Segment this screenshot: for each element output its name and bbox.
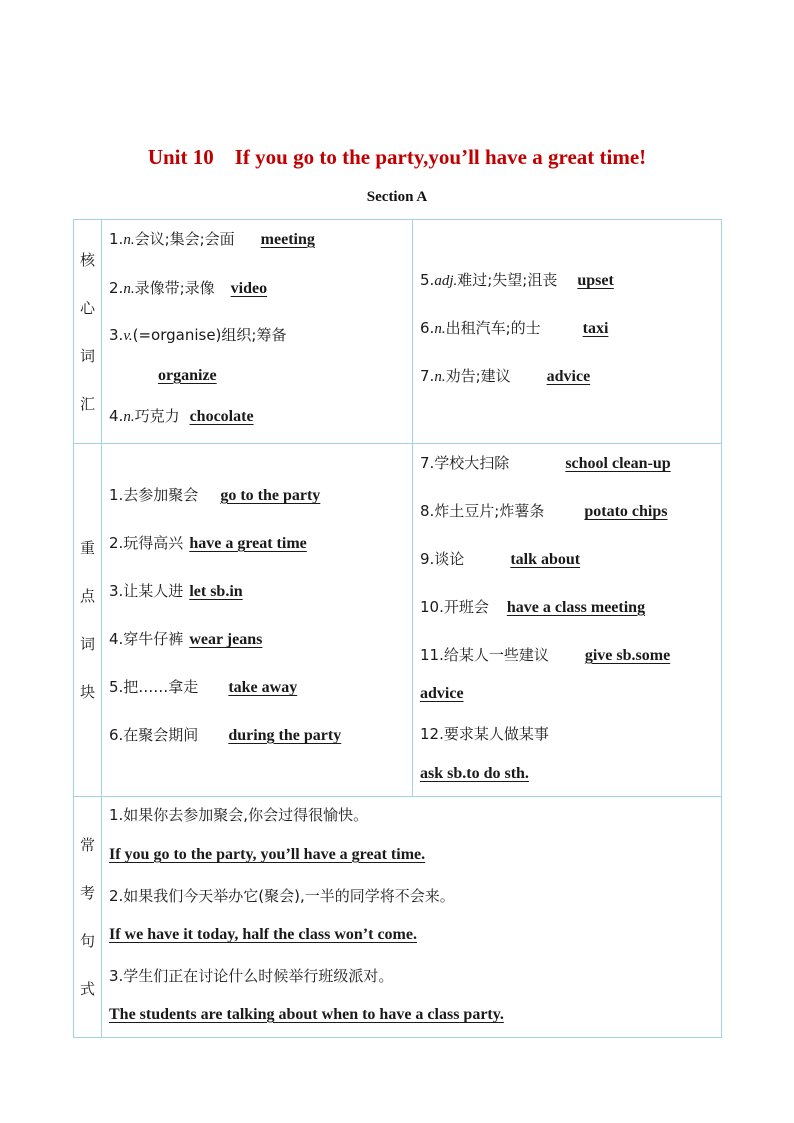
vocab-answer: meeting [260, 231, 315, 248]
phrase-item: 12.要求某人做某事 [420, 725, 549, 743]
vocab-answer: chocolate [189, 408, 254, 425]
page-title: Unit 10 If you go to the party,you’ll have a great time! [147, 145, 647, 169]
sentences-row [74, 797, 722, 1038]
vocab-left-cell [102, 220, 413, 444]
phrase-answer: during the party [228, 727, 342, 744]
phrase-answer: talk about [510, 551, 581, 568]
sentence-cn: 1.如果你去参加聚会,你会过得很愉快。 [109, 806, 369, 824]
sentence-cn: 3.学生们正在讨论什么时候举行班级派对。 [109, 967, 394, 985]
phrase-answer: have a class meeting [506, 599, 646, 616]
phrase-item: 7.学校大扫除 school clean-up [420, 454, 671, 472]
vocab-label: 核 心 词 汇 [74, 220, 102, 444]
sentences-label: 常 考 句 式 [74, 797, 102, 1038]
phrases-label: 重 点 词 块 [74, 444, 102, 797]
phrase-item: 6.在聚会期间 during the party [109, 726, 342, 744]
phrase-answer: give sb.some [584, 647, 671, 664]
phrase-answer: have a great time [189, 535, 307, 552]
phrase-item: 4.穿牛仔裤 wear jeans [109, 630, 263, 648]
vocab-item: 1.n.会议;集会;会面 meeting [109, 230, 315, 248]
vocab-answer-line [158, 366, 217, 385]
phrase-item: 3.让某人进 let sb.in [109, 582, 243, 600]
phrase-answer: potato chips [584, 503, 668, 520]
vocab-right-cell [413, 220, 722, 444]
phrase-item: 5.把……拿走 take away [109, 678, 298, 696]
phrase-answer: take away [228, 679, 298, 696]
section-heading: Section A [366, 189, 428, 205]
phrase-item: 9.谈论 talk about [420, 550, 581, 568]
vocab-answer: taxi [582, 320, 609, 337]
phrase-answer: go to the party [220, 487, 321, 504]
sentences-cell [102, 797, 722, 1038]
sentence-cn: 2.如果我们今天举办它(聚会),一半的同学将不会来。 [109, 887, 455, 905]
sentence-en: The students are talking about when to have a class party. [109, 1006, 504, 1023]
phrases-right-cell [413, 444, 722, 797]
vocab-answer: organize [158, 367, 217, 384]
phrase-answer-line [420, 764, 529, 783]
vocab-item: 5.adj.难过;失望;沮丧 upset [420, 271, 614, 289]
sentence-en: If you go to the party, you’ll have a great time. [109, 846, 426, 863]
vocab-row [74, 220, 722, 444]
phrase-item: 10.开班会 have a class meeting [420, 598, 646, 616]
vocab-answer: video [230, 280, 268, 297]
vocab-item: 7.n.劝告;建议 advice [420, 367, 591, 385]
phrase-answer: wear jeans [189, 631, 263, 648]
phrase-answer: ask sb.to do sth. [420, 765, 529, 782]
phrase-item: 2.玩得高兴 have a great time [109, 534, 307, 552]
vocab-item: 4.n.巧克力 chocolate [109, 407, 254, 425]
vocab-item: 6.n.出租汽车;的士 taxi [420, 319, 609, 337]
vocab-answer: upset [577, 272, 614, 289]
vocab-item: 2.n.录像带;录像 video [109, 279, 268, 297]
phrase-answer: school clean-up [565, 455, 671, 472]
phrase-answer: let sb.in [189, 583, 243, 600]
phrase-item: 1.去参加聚会 go to the party [109, 486, 321, 504]
phrase-answer: advice [420, 685, 464, 702]
phrase-item: 8.炸土豆片;炸薯条 potato chips [420, 502, 668, 520]
vocab-answer: advice [546, 368, 591, 385]
phrase-item: 11.给某人一些建议 give sb.some [420, 646, 671, 664]
phrases-row [74, 444, 722, 797]
sentence-en: If we have it today, half the class won’t come. [109, 926, 417, 943]
vocab-item: 3.v.(=organise)组织;筹备 [109, 326, 287, 344]
phrases-left-cell [102, 444, 413, 797]
phrase-answer-line [420, 684, 464, 703]
study-table [73, 219, 722, 1038]
